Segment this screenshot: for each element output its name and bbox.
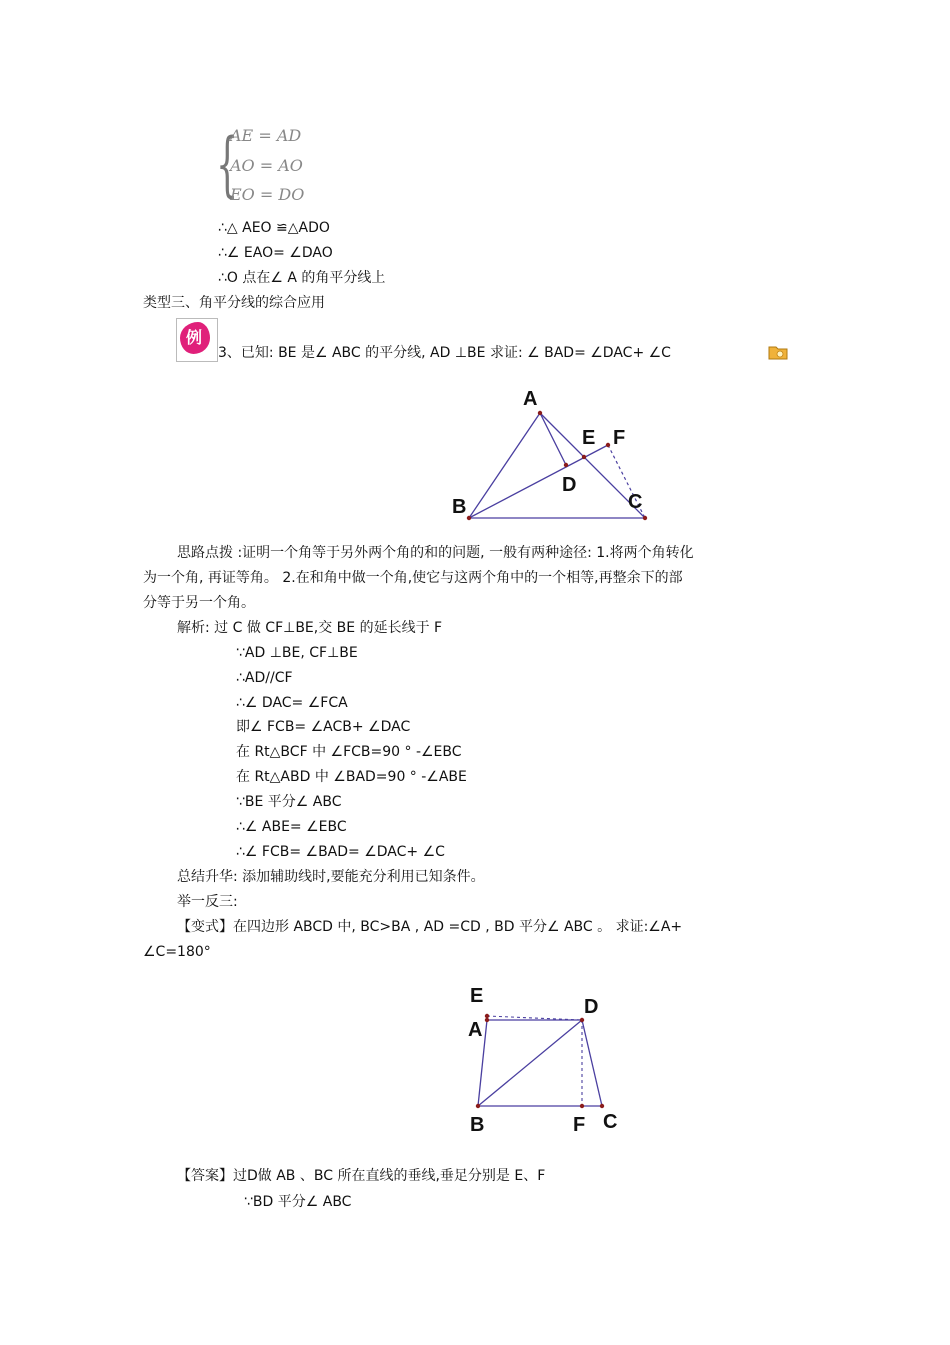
point-b <box>476 1104 480 1108</box>
variant-line-1: 【变式】在四边形 ABCD 中, BC>BA , AD =CD , BD 平分∠ ABC 。 求证:∠A+ <box>177 919 683 935</box>
triangle-figure-1 <box>440 380 670 530</box>
label-c: C <box>603 1111 618 1133</box>
badge-char: 例 <box>186 328 203 347</box>
proof-line: ∴∠ EAO= ∠DAO <box>218 245 333 261</box>
label-f: F <box>613 427 626 449</box>
point-f <box>580 1104 584 1108</box>
analysis-step: 在 Rt△BCF 中 ∠FCB=90 ° -∠EBC <box>236 744 462 760</box>
label-a: A <box>523 388 538 410</box>
label-d: D <box>584 996 599 1018</box>
analysis-step: ∴∠ FCB= ∠BAD= ∠DAC+ ∠C <box>236 844 445 860</box>
section-title: 类型三、角平分线的综合应用 <box>143 295 325 311</box>
segment-bf <box>469 445 608 518</box>
practice-title: 举一反三: <box>177 894 238 910</box>
variant-line-2: ∠C=180° <box>143 944 211 960</box>
point-d <box>580 1018 584 1022</box>
analysis-step: ∵AD ⊥BE, CF⊥BE <box>236 645 358 661</box>
analysis-step: ∵BE 平分∠ ABC <box>236 794 342 810</box>
point-c <box>643 516 647 520</box>
point-a <box>485 1018 489 1022</box>
summary: 总结升华: 添加辅助线时,要能充分利用已知条件。 <box>177 869 485 885</box>
segment-ad <box>540 413 566 465</box>
analysis-step: ∴∠ DAC= ∠FCA <box>236 695 348 711</box>
answer-line-1: 【答案】过D做 AB 、BC 所在直线的垂线,垂足分别是 E、F <box>177 1168 546 1184</box>
point-d <box>564 463 568 467</box>
point-a <box>538 411 542 415</box>
label-f: F <box>573 1114 586 1136</box>
point-c <box>600 1104 604 1108</box>
quadrilateral-figure-2 <box>460 978 630 1140</box>
hint-line-1: 思路点拨 :证明一个角等于另外两个角的和的问题, 一般有两种途径: 1.将两个角转化 <box>177 545 694 561</box>
equation-1: AE = AD <box>230 126 302 145</box>
label-b: B <box>470 1114 485 1136</box>
left-brace: { <box>216 123 239 205</box>
analysis-step: 即∠ FCB= ∠ACB+ ∠DAC <box>236 719 411 735</box>
example-statement: 3、已知: BE 是∠ ABC 的平分线, AD ⊥BE 求证: ∠ BAD= ∠DAC+ ∠C <box>218 345 671 361</box>
example-badge-icon <box>176 318 218 362</box>
point-e <box>582 455 586 459</box>
segment-bd <box>478 1020 582 1106</box>
analysis-head: 解析: 过 C 做 CF⊥BE,交 BE 的延长线于 F <box>177 620 443 636</box>
analysis-step: ∴AD//CF <box>236 670 293 686</box>
label-a: A <box>468 1019 483 1041</box>
label-e: E <box>470 985 484 1007</box>
hint-line-3: 分等于另一个角。 <box>143 595 255 611</box>
analysis-step: ∴∠ ABE= ∠EBC <box>236 819 347 835</box>
proof-line: ∴△ AEO ≌△ADO <box>218 220 330 236</box>
segment-dc <box>582 1020 602 1106</box>
point-f <box>606 443 610 447</box>
equation-system <box>216 124 326 210</box>
folder-icon[interactable] <box>768 344 788 360</box>
point-e <box>485 1014 489 1018</box>
label-b: B <box>452 496 467 518</box>
label-c: C <box>628 491 643 513</box>
segment-ba <box>469 413 540 518</box>
hint-line-2: 为一个角, 再证等角。 2.在和角中做一个角,使它与这两个角中的一个相等,再整余下的部 <box>143 570 683 586</box>
answer-line-2: ∵BD 平分∠ ABC <box>244 1194 352 1210</box>
proof-line: ∴O 点在∠ A 的角平分线上 <box>218 270 386 286</box>
analysis-step: 在 Rt△ABD 中 ∠BAD=90 ° -∠ABE <box>236 769 467 785</box>
equation-3: EO = DO <box>230 185 305 204</box>
equation-2: AO = AO <box>230 156 303 175</box>
label-d: D <box>562 474 577 496</box>
point-b <box>467 516 471 520</box>
label-e: E <box>582 427 596 449</box>
